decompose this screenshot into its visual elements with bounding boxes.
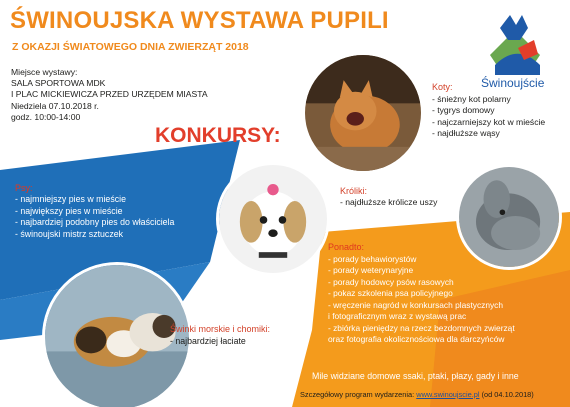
konkursy-heading: KONKURSY: [155, 124, 281, 147]
cat-image [305, 55, 421, 171]
welcome-note: Mile widziane domowe ssaki, ptaki, płazy, gady i inne [312, 371, 519, 381]
city-logo-text: Świnoujście [481, 76, 545, 90]
list-item: - najbardziej łaciate [170, 336, 246, 346]
venue-line1: SALA SPORTOWA MDK [11, 78, 106, 89]
page-title: ŚWINOUJSKA WYSTAWA PUPILI [10, 7, 389, 34]
footer [300, 390, 534, 399]
ponadto-heading: Ponadto: [328, 242, 365, 252]
swinki-list [170, 335, 270, 347]
list-item: - wręczenie nagród w konkursach plastycznych [328, 299, 504, 310]
page-subtitle: Z OKAZJI ŚWIATOWEGO DNIA ZWIERZĄT 2018 [12, 41, 249, 53]
kroliki-heading: Króliki: [340, 186, 368, 196]
swinki-heading: Świnki morskie i chomiki: [170, 324, 271, 334]
venue-date: Niedziela 07.10.2018 r. [11, 100, 99, 111]
kroliki-list [340, 197, 437, 208]
list-item: - śnieżny kot polarny [432, 93, 511, 104]
venue-info [11, 67, 208, 123]
koty-heading: Koty: [432, 82, 453, 92]
list-item: i fotograficznym wraz z wystawą prac [328, 311, 467, 321]
footer-prefix: Szczegółowy program wydarzenia: [300, 390, 417, 399]
list-item: - zbiórka pieniędzy na rzecz bezdomnych zwierząt [328, 322, 515, 333]
dog-image [219, 165, 327, 273]
list-item: - porady weterynaryjne [328, 265, 414, 275]
section-koty [432, 82, 545, 140]
list-item: - najczarniejszy kot w mieście [432, 116, 546, 127]
list-item: oraz fotografia okolicznościowa dla darczyńców [328, 334, 505, 344]
list-item: - najdłuższe wąsy [432, 128, 500, 139]
section-swinki [170, 323, 270, 347]
city-logo-icon [470, 10, 560, 85]
website-link[interactable]: www.swinoujscie.pl [416, 390, 480, 399]
venue-label: Miejsce wystawy: [11, 67, 78, 77]
guinea-pig-image [45, 265, 189, 407]
footer-suffix: (od 04.10.2018) [479, 390, 534, 399]
list-item: - świnoujski mistrz sztuczek [15, 228, 124, 239]
cat-photo [302, 52, 424, 174]
psy-list [15, 194, 174, 240]
section-psy [15, 183, 174, 240]
venue-time: godz. 10:00-14:00 [11, 111, 81, 122]
ponadto-list [328, 254, 515, 346]
list-item: - tygrys domowy [432, 105, 495, 116]
list-item: - największy pies w mieście [15, 205, 123, 216]
list-item: - porady hodowcy psów rasowych [328, 276, 454, 287]
section-ponadto [328, 242, 515, 346]
list-item: - najbardziej podobny pies do właściciela [15, 217, 175, 228]
list-item: - porady behawiorystów [328, 253, 417, 264]
koty-list [432, 94, 545, 140]
list-item: - najdłuższe królicze uszy [340, 197, 438, 208]
dog-photo [216, 162, 330, 276]
list-item: - pokaz szkolenia psa policyjnego [328, 288, 453, 298]
section-kroliki [340, 186, 437, 209]
list-item: - najmniejszy pies w mieście [15, 194, 126, 205]
venue-line2: I PLAC MICKIEWICZA PRZED URZĘDEM MIASTA [11, 89, 208, 100]
psy-heading: Psy: [15, 183, 33, 193]
